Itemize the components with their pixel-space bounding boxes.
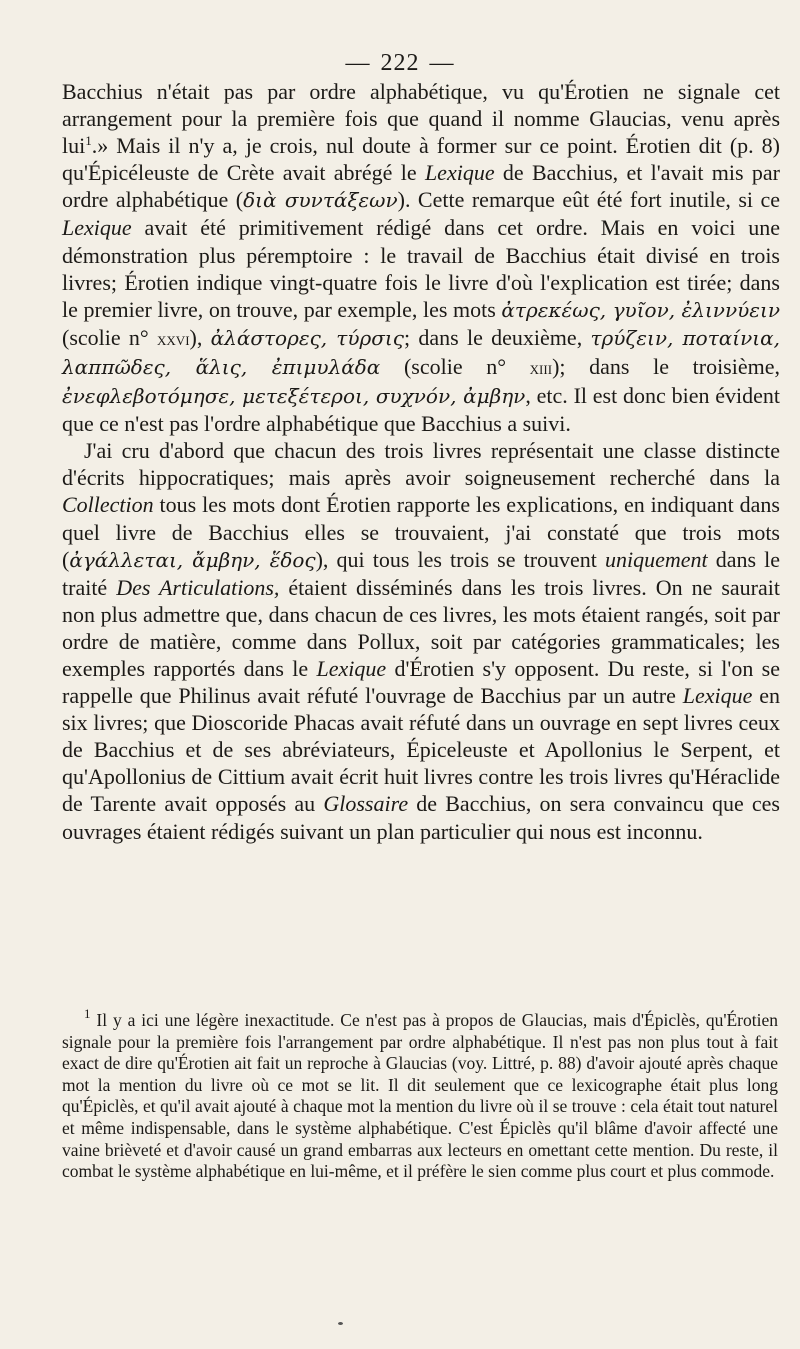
page-number-value: 222 bbox=[380, 50, 420, 76]
folio-dash-left: — bbox=[345, 50, 371, 76]
page-number bbox=[0, 50, 800, 77]
emphasis-lexique: Lexique bbox=[62, 215, 132, 241]
footnote-number: 1 bbox=[84, 1006, 91, 1021]
greek-words: ἀλάστορες, τύρσις bbox=[210, 325, 404, 350]
emphasis-lexique: Lexique bbox=[316, 655, 387, 681]
greek-words: ἐνεφλεβοτόμησε, μετεξέτεροι, συχνόν, ἀμβην bbox=[62, 384, 526, 409]
emphasis-uniquement: uniquement bbox=[604, 546, 708, 572]
emphasis-collection: Collection bbox=[62, 492, 154, 518]
greek-phrase: διὰ συντάξεων bbox=[243, 188, 398, 213]
footnote-reference: 1 bbox=[85, 133, 92, 149]
emphasis-articulations: Des Articulations, bbox=[116, 574, 280, 600]
main-text bbox=[62, 78, 780, 845]
ink-speck bbox=[338, 1322, 343, 1325]
footnote-text: Il y a ici une légère inexactitude. Ce n'est pas à propos de Glaucias, mais d'Épiclès, qu'Érotien signale pour la première fois l'arrangement par ordre alphabétique. Il n'est pas non plus tout à fait exact de dire qu'Érotien ait fait un reproche à Glaucias (voy. Littré, p. 88) d'avoir ajouté après chaque mot la mention du livre où ce mot se lit. Il dit seulement que ce lexicographe était plus long qu'Épiclès, et qu'il avait ajouté à chaque mot la mention du livre où il se trouve : cela était tout naturel et même indispensable, dans le système alphabétique. C'est Épiclès qu'il blâme d'avoir affecté une vaine brièveté et d'avoir causé un grand embarras aux lecteurs en omettant cette mention. Du reste, il combat le système alphabétique en lui-même, et il préfère le sien comme plus court et plus commode. bbox=[62, 1010, 778, 1182]
greek-words: ἀγάλλεται, ἄμβην, ἕδος bbox=[69, 547, 316, 572]
emphasis-lexique: Lexique bbox=[424, 160, 495, 186]
folio-dash-right: — bbox=[429, 50, 455, 76]
roman-numeral: xiii bbox=[529, 357, 553, 379]
greek-words: τρύζειν, ποταίνια, λαππῶδες, ἅλις, ἐπιμυλάδα bbox=[62, 325, 781, 379]
paragraph-1: Bacchius n'était pas par ordre alphabétique, vu qu'Érotien ne signale cet arrangement pour la première fois que quand il nomme Glaucias, venu après lui$^1$.» Mais il n'y a, je crois, nul doute à former sur ce point. Érotien dit (p. 8) qu'Épicéleuste de Crète avait abrégé le Lexique de Bacchius, et l'avait mis par ordre alphabétique (διὰ συντάξεων). Cette remarque eût été fort inutile, si ce Lexique avait été primitivement rédigé dans cet ordre. Mais en voici une démonstration plus péremptoire : le travail de Bacchius était divisé en trois livres; Érotien indique vingt-quatre fois le livre d'où l'explication est tirée; dans le premier livre, on trouve, par exemple, les mots ἀτρεκέως, γυῖον, ἐλιννύειν (scolie n° xxvi), ἀλάστορες, τύρσις; dans le deuxième, τρύζειν, ποταίνια, λαππῶδες, ἅλις, ἐπιμυλάδα (scolie n° xiii); dans le troisième, ἐνεφλεβοτόμησε, μετεξέτεροι, συχνόν, ἀμβην, etc. Il est donc bien évident que ce n'est pas l'ordre alphabétique que Bacchius a suivi. bbox=[62, 79, 781, 437]
roman-numeral: xxvi bbox=[157, 328, 190, 350]
greek-words: ἀτρεκέως, γυῖον, ἐλιννύειν bbox=[501, 297, 780, 322]
footnotes bbox=[62, 1006, 778, 1183]
emphasis-glossaire: Glossaire bbox=[323, 791, 409, 817]
footnote-1 bbox=[62, 1006, 778, 1183]
paragraph-2: J'ai cru d'abord que chacun des trois livres représentait une classe distincte d'écrits hippocratiques; mais après avoir soigneusement recherché dans la Collection tous les mots dont Érotien rapporte les explications, en indiquant dans quel livre de Bacchius elles se trouvaient, j'ai constaté que trois mots (ἀγάλλεται, ἄμβην, ἕδος), qui tous les trois se trouvent uniquement dans le traité Des Articulations, étaient disséminés dans les trois livres. On ne saurait non plus admettre que, dans chacun de ces livres, les mots étaient rangés, soit par ordre de matière, comme dans Pollux, soit par catégories grammaticales; les exemples rapportés dans le Lexique d'Érotien s'y opposent. Du reste, si l'on se rappelle que Philinus avait réfuté l'ouvrage de Bacchius par un autre Lexique en six livres; que Dioscoride Phacas avait réfuté dans un ouvrage en sept livres ceux de Bacchius et de ses abréviateurs, Épiceleuste et Apollonius le Serpent, et qu'Apollonius de Cittium avait écrit huit livres contre les trois livres qu'Héraclide de Tarente avait opposés au Glossaire de Bacchius, on sera convaincu que ces ouvrages étaient rédigés suivant un plan particulier qui nous est inconnu. bbox=[62, 438, 781, 844]
emphasis-lexique: Lexique bbox=[682, 683, 753, 709]
